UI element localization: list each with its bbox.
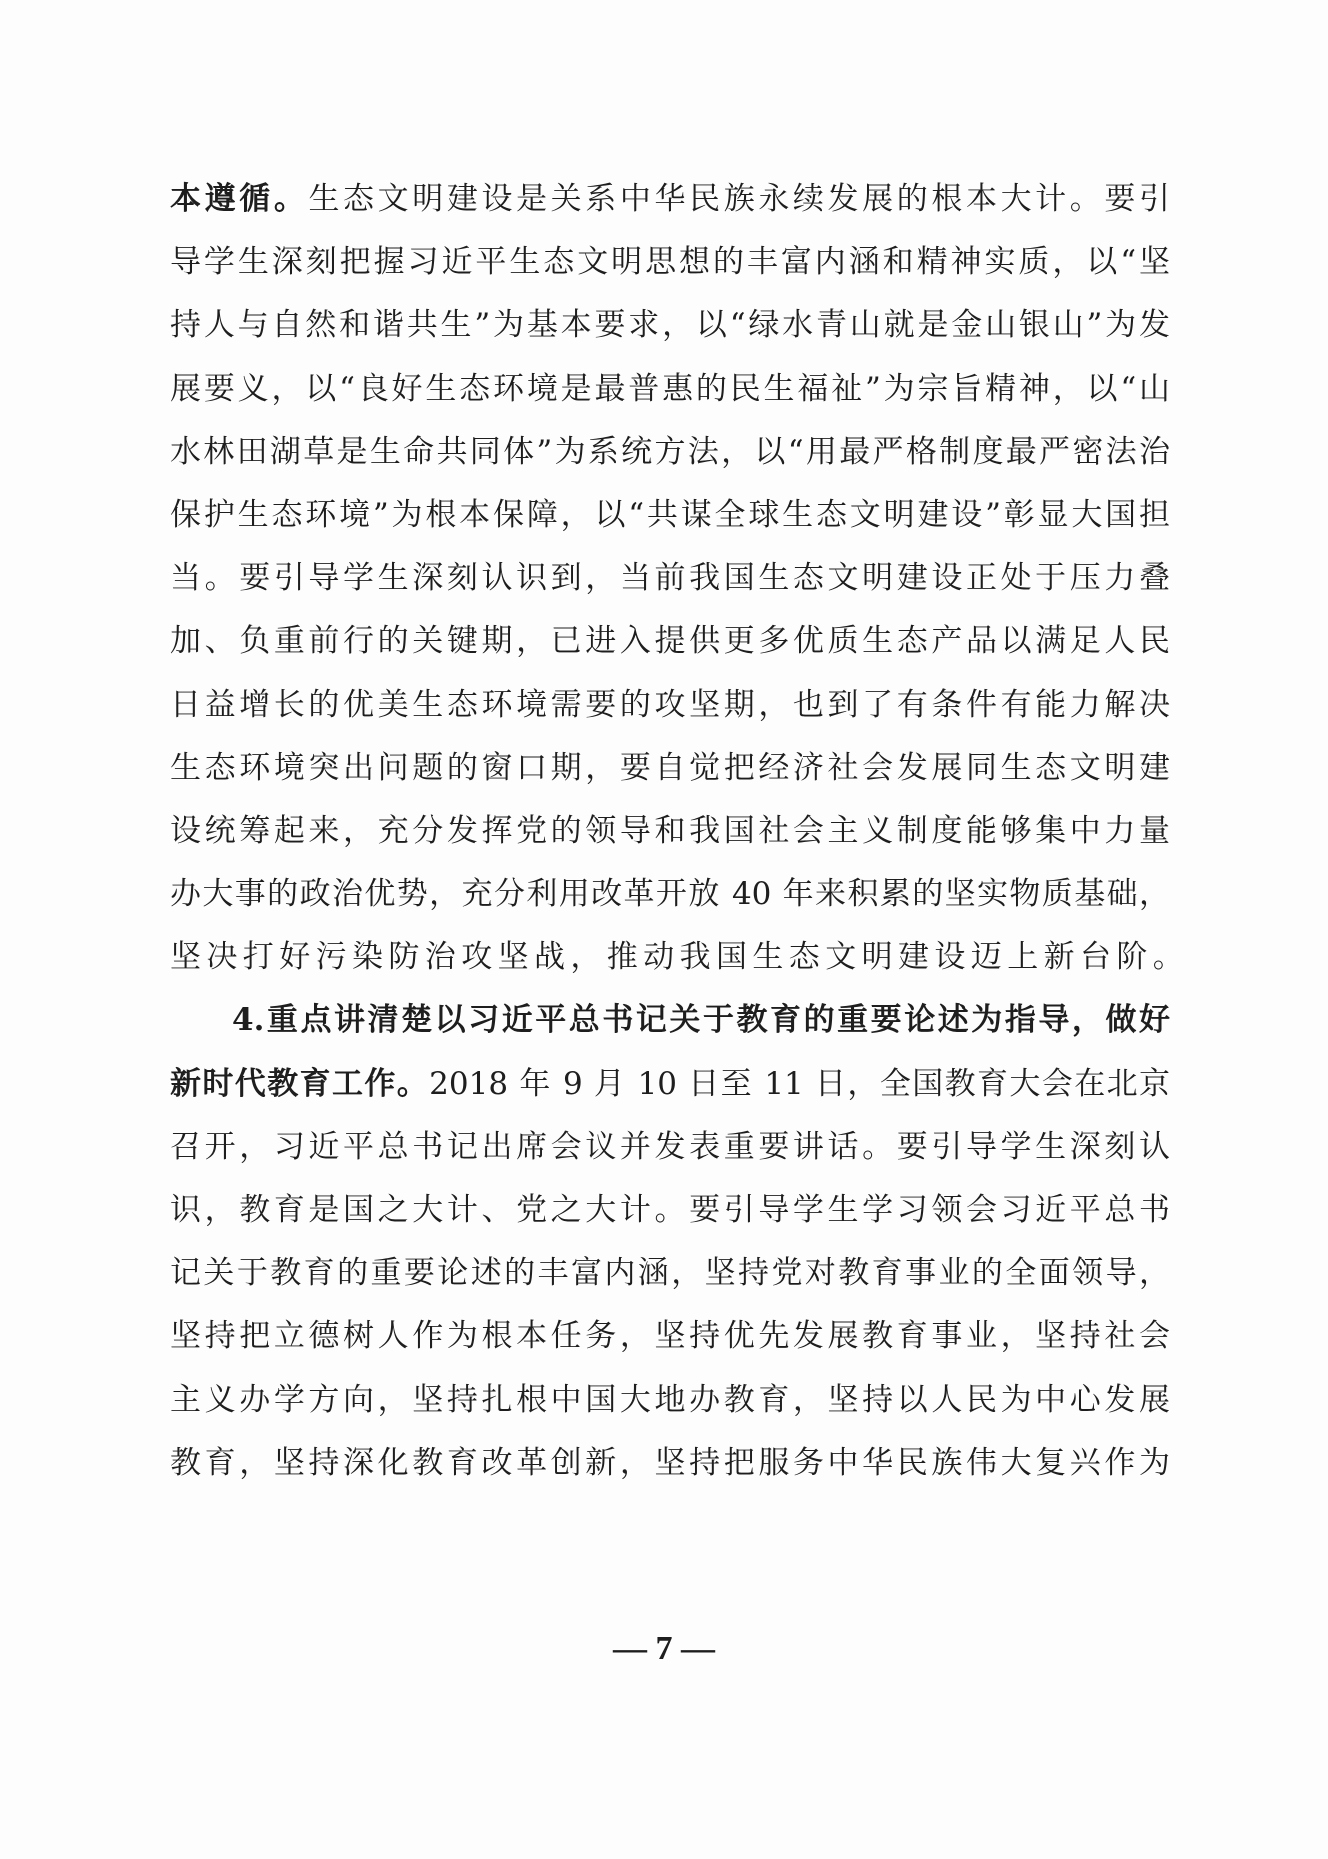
text-line (170, 800, 1170, 863)
text-line (170, 1242, 1170, 1305)
text-line (170, 610, 1170, 673)
text-run: 导学生深刻把握习近平生态文明思想的丰富内涵和精神实质，以“坚 (170, 244, 1170, 281)
text-run: 坚持把立德树人作为根本任务，坚持优先发展教育事业，坚持社会 (170, 1318, 1170, 1355)
text-line (170, 1053, 1170, 1116)
body-text (170, 168, 1190, 1495)
text-run: 教育，坚持深化教育改革创新，坚持把服务中华民族伟大复兴作为 (170, 1444, 1170, 1481)
text-run: 识，教育是国之大计、党之大计。要引导学生学习领会习近平总书 (170, 1192, 1170, 1228)
text-line (170, 737, 1170, 800)
text-line (170, 358, 1170, 421)
text-run: 生态文明建设是关系中华民族永续发展的根本大计。要引 (308, 181, 1171, 217)
page-number: — 7 — (613, 1630, 715, 1667)
text-run: 坚决打好污染防治攻坚战，推动我国生态文明建设迈上新台阶。 (170, 939, 1190, 976)
text-line (170, 989, 1170, 1052)
text-run: 水林田湖草是生命共同体”为系统方法，以“用最严格制度最严密法治 (170, 433, 1170, 470)
bold-run: 4.重点讲清楚以习近平总书记关于教育的重要论述为指导，做好 (232, 1002, 1170, 1039)
text-line (170, 484, 1170, 547)
text-run: 加、负重前行的关键期，已进入提供更多优质生态产品以满足人民 (170, 623, 1170, 660)
text-run: 设统筹起来，充分发挥党的领导和我国社会主义制度能够集中力量 (170, 812, 1170, 849)
text-line (170, 231, 1170, 294)
text-line (170, 1369, 1170, 1432)
text-run: 办大事的政治优势，充分利用改革开放 40 年来积累的坚实物质基础， (170, 876, 1170, 913)
text-run: 日益增长的优美生态环境需要的攻坚期，也到了有条件有能力解决 (170, 686, 1170, 723)
text-run: 主义办学方向，坚持扎根中国大地办教育，坚持以人民为中心发展 (170, 1381, 1170, 1418)
text-run: 当。要引导学生深刻认识到，当前我国生态文明建设正处于压力叠 (170, 560, 1170, 597)
text-line (170, 421, 1170, 484)
text-line (170, 168, 1170, 231)
text-run: 生态环境突出问题的窗口期，要自觉把经济社会发展同生态文明建 (170, 749, 1170, 786)
text-line (170, 1432, 1170, 1495)
text-line (170, 674, 1170, 737)
text-run: 保护生态环境”为根本保障，以“共谋全球生态文明建设”彰显大国担 (170, 496, 1170, 533)
text-run: 召开，习近平总书记出席会议并发表重要讲话。要引导学生深刻认 (170, 1128, 1170, 1165)
text-line (170, 1305, 1170, 1368)
text-run: 记关于教育的重要论述的丰富内涵，坚持党对教育事业的全面领导， (170, 1255, 1170, 1292)
bold-run: 新时代教育工作。 (170, 1065, 430, 1102)
text-run: 展要义，以“良好生态环境是最普惠的民生福祉”为宗旨精神，以“山 (170, 370, 1170, 407)
text-run: 持人与自然和谐共生”为基本要求，以“绿水青山就是金山银山”为发 (170, 307, 1170, 344)
text-line (170, 863, 1170, 926)
text-line (170, 547, 1170, 610)
text-run: 2018 年 9 月 10 日至 11 日，全国教育大会在北京 (429, 1065, 1170, 1102)
bold-run: 本遵循。 (170, 181, 309, 217)
text-line (170, 1179, 1170, 1242)
text-line (170, 1116, 1170, 1179)
text-line (170, 294, 1170, 357)
text-line (170, 926, 1190, 989)
